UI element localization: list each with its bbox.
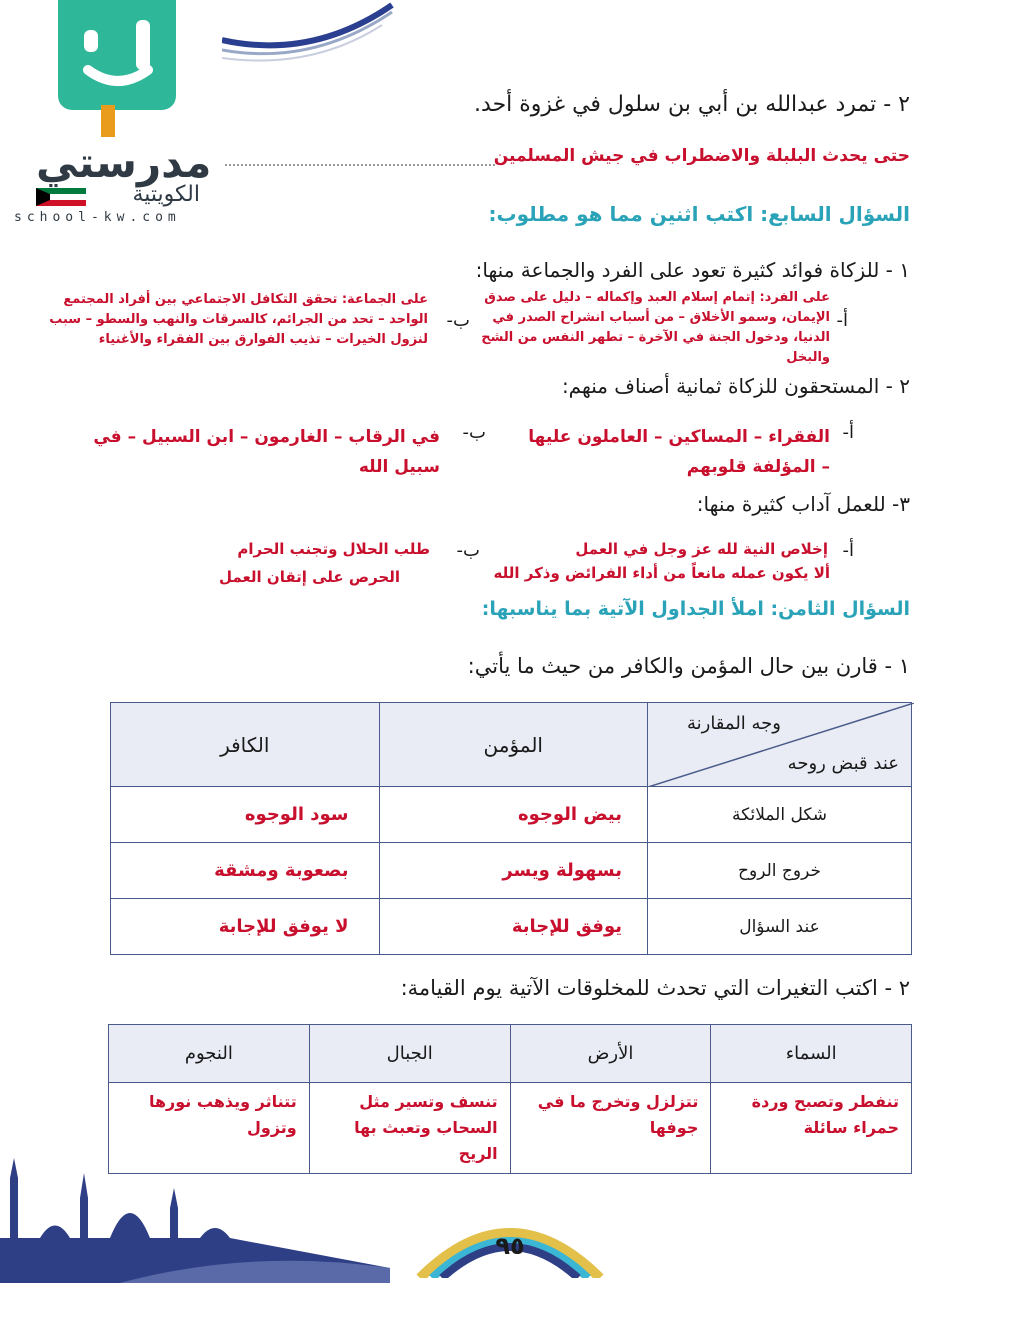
q7-i3-a-answer-2: ألا يكون عمله مانعاً من أداء الفرائض وذكر الله [493, 564, 830, 582]
t1-kafir-cell: سود الوجوه [111, 787, 380, 843]
q7-i3-b-answer-2: الحرص على إتقان العمل [219, 568, 400, 586]
t2-header-sky: السماء [711, 1025, 912, 1083]
t1-mumin-cell: بيض الوجوه [379, 787, 647, 843]
q7-i2-a-label: أ- [842, 422, 854, 443]
q7-i3-b-answer-1: طلب الحلال وتجنب الحرام [237, 540, 430, 558]
t1-label-cell: خروج الروح [647, 843, 911, 899]
table-row [111, 899, 912, 955]
table-row [111, 787, 912, 843]
table-row [111, 843, 912, 899]
t2-header-mountains: الجبال [309, 1025, 510, 1083]
t2-sky-cell: تنفطر وتصبح وردة حمراء سائلة [711, 1083, 912, 1174]
t2-header-earth: الأرض [510, 1025, 711, 1083]
comparison-table [110, 702, 912, 955]
q7-i2-b-label: ب- [462, 422, 486, 443]
t1-header-kafir: الكافر [111, 703, 380, 787]
q7-i3-a-label: أ- [842, 540, 854, 561]
t1-kafir-cell: بصعوبة ومشقة [111, 843, 380, 899]
logo-subtitle: الكويتية [132, 182, 200, 207]
t1-kafir-cell: لا يوفق للإجابة [111, 899, 380, 955]
q7-i1-a-label: أ- [836, 310, 848, 331]
q8-title: السؤال الثامن: املأ الجداول الآتية بما يناسبها: [481, 598, 910, 620]
q7-item-2: ٢ - المستحقون للزكاة ثمانية أصناف منهم: [561, 374, 910, 398]
q7-title: السؤال السابع: اكتب اثنين مما هو مطلوب: [488, 202, 910, 226]
t2-stars-cell: تتناثر ويذهب نورها وتزول [109, 1083, 310, 1174]
q7-item-3: ٣- للعمل آداب كثيرة منها: [696, 492, 910, 516]
mosque-silhouette-icon [0, 1118, 390, 1283]
t1-mumin-cell: يوفق للإجابة [379, 899, 647, 955]
page-number: ٩٥ [495, 1232, 525, 1260]
logo-url: school-kw.com [14, 210, 181, 225]
q7-i2-a-answer: الفقراء – المساكين – العاملون عليها – المؤلفة قلوبهم [528, 427, 830, 477]
prev-item-2: ٢ - تمرد عبدالله بن أبي بن سلول في غزوة أحد. [474, 92, 910, 117]
t1-label-cell: شكل الملائكة [647, 787, 911, 843]
q7-i2-b-answer: في الرقاب – الغارمون – ابن السبيل – في سبيل الله [93, 427, 440, 477]
q7-i3-a-answer-1: إخلاص النية لله عز وجل في العمل [575, 540, 828, 558]
prev-item-2-answer: حتى يحدث البلبلة والاضطراب في جيش المسلمين [493, 146, 910, 166]
t1-header-bottom: عند قبض روحه [787, 753, 899, 774]
q7-item-1: ١ - للزكاة فوائد كثيرة تعود على الفرد والجماعة منها: [475, 258, 910, 282]
header-swoosh [222, 0, 402, 70]
t2-earth-cell: تتزلزل وتخرج ما في جوفها [510, 1083, 711, 1174]
t1-header-diagonal [647, 703, 911, 787]
q7-i1-b-answer: على الجماعة: تحقق التكافل الاجتماعي بين أفراد المجتمع الواحد – تحد من الجرائم، كالسرقات والنهب والسطو – سبب لنزول الخيرات – تذيب الفوارق بين الفقراء والأغنياء [49, 292, 428, 347]
t2-header-stars: النجوم [109, 1025, 310, 1083]
q8-table1-title: ١ - قارن بين حال المؤمن والكافر من حيث ما يأتي: [467, 654, 910, 678]
logo-name: مدرستي [36, 138, 212, 187]
q8-table2-title: ٢ - اكتب التغيرات التي تحدث للمخلوقات الآتية يوم القيامة: [400, 976, 910, 1000]
q7-i3-b-label: ب- [456, 540, 480, 561]
logo-badge-icon [58, 0, 176, 110]
t2-mountains-cell: تنسف وتسير مثل السحاب وتعبث بها الريح [309, 1083, 510, 1174]
t1-header-mumin: المؤمن [379, 703, 647, 787]
q7-i1-b-label: ب- [446, 310, 470, 331]
bookmark-icon [101, 105, 115, 137]
t1-header-top: وجه المقارنة [686, 713, 781, 734]
t1-label-cell: عند السؤال [647, 899, 911, 955]
q7-i1-a-answer: على الفرد: إتمام إسلام العبد وإكماله – دليل على صدق الإيمان، وسمو الأخلاق – من أسباب انشراح الصدر في الدنيا، ودخول الجنة في الآخرة – تطهر النفس من الشح والبخل [481, 290, 830, 365]
t1-mumin-cell: بسهولة ويسر [379, 843, 647, 899]
